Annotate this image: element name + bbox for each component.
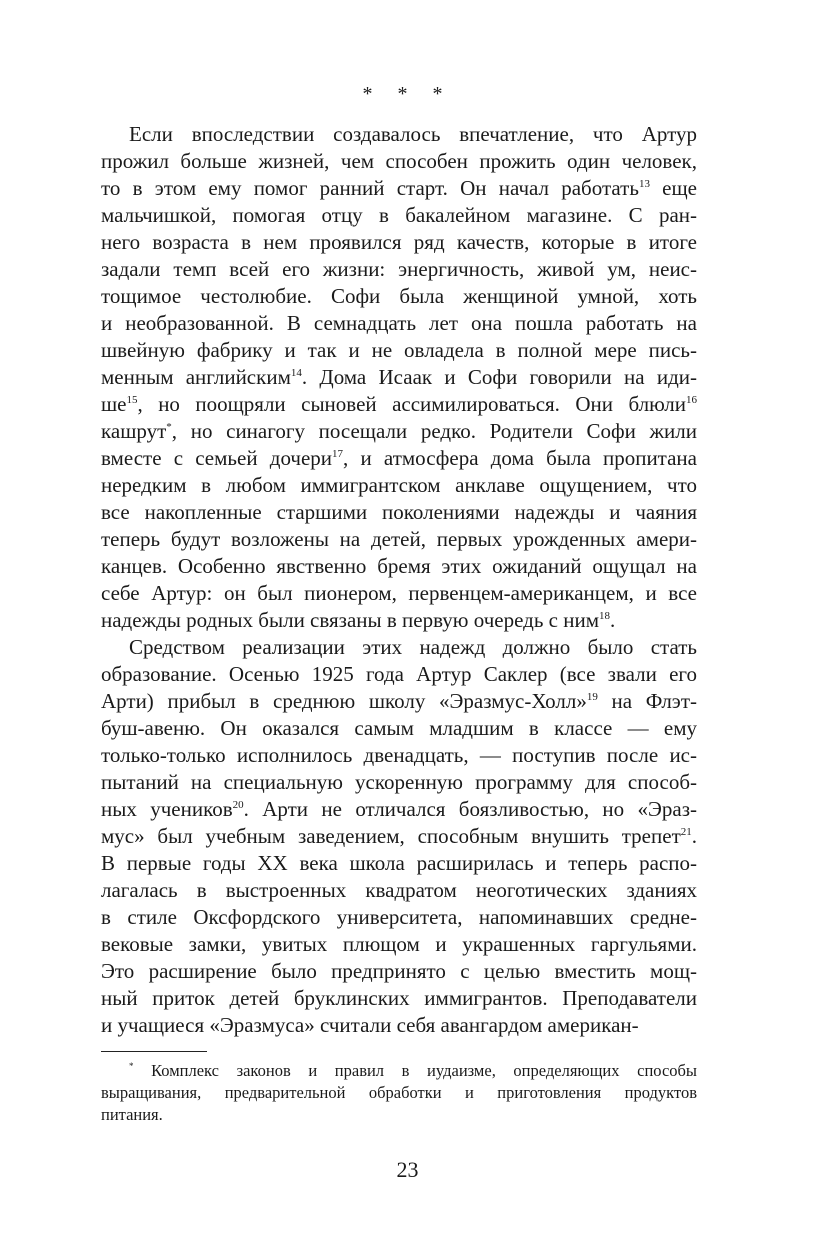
text-line — [101, 229, 697, 256]
text-line — [101, 715, 697, 742]
text-line — [101, 580, 697, 607]
text-line — [101, 121, 697, 148]
text-segment: , но синагогу посещали редко. Родители Софи жили — [171, 419, 697, 443]
text-line — [101, 283, 697, 310]
text-segment: мальчишкой, помогая отцу в бакалейном магазине. С ран- — [101, 203, 697, 227]
section-separator: * * * — [362, 83, 453, 105]
footnote-rule — [101, 1051, 207, 1052]
text-segment: . — [609, 608, 616, 632]
text-segment: . Арти не отличался боязливостью, но «Эраз- — [243, 797, 697, 821]
text-segment: буш-авеню. Он оказался самым младшим в классе — ему — [101, 716, 697, 740]
text-segment: Если впоследствии создавалось впечатление, что Артур — [129, 122, 697, 146]
text-line — [101, 310, 697, 337]
text-line — [101, 661, 697, 688]
text-line — [101, 337, 697, 364]
text-line — [101, 634, 697, 661]
footnote-reference: 13 — [638, 178, 650, 190]
text-segment: лагалась в выстроенных квадратом неоготических зданиях — [101, 878, 697, 902]
body-text — [101, 121, 697, 1039]
text-segment: только-только исполнилось двенадцать, — поступив после ис- — [101, 743, 697, 767]
footnote-reference: * — [166, 421, 172, 433]
text-line — [101, 526, 697, 553]
text-segment: В первые годы XX века школа расширилась и теперь распо- — [101, 851, 697, 875]
text-line — [101, 607, 697, 634]
text-line — [101, 472, 697, 499]
text-segment: вместе с семьей дочери — [101, 446, 333, 470]
text-segment: мус» был учебным заведением, способным внушить трепет — [101, 824, 681, 848]
text-line — [101, 553, 697, 580]
text-segment: ных учеников — [101, 797, 233, 821]
text-segment: Средством реализации этих надежд должно было стать — [129, 635, 697, 659]
footnote-reference: 20 — [232, 799, 244, 811]
text-segment: пытаний на специальную ускоренную программу для способ- — [101, 770, 697, 794]
text-segment: еще — [649, 176, 697, 200]
text-line — [101, 175, 697, 202]
text-line — [101, 148, 697, 175]
text-segment: Это расширение было предпринято с целью вместить мощ- — [101, 959, 697, 983]
text-segment: себе Артур: он был пионером, первенцем-американцем, и все — [101, 581, 697, 605]
text-segment: на Флэт- — [597, 689, 697, 713]
text-segment: в стиле Оксфордского университета, напоминавших средне- — [101, 905, 697, 929]
footnote-reference: 18 — [598, 610, 610, 622]
text-line — [101, 877, 697, 904]
text-line — [101, 742, 697, 769]
text-segment: швейную фабрику и так и не овладела в полной мере пись- — [101, 338, 697, 362]
text-line — [101, 958, 697, 985]
footnote-marker: * — [129, 1061, 134, 1071]
text-segment: канцев. Особенно явственно бремя этих ожиданий ощущал на — [101, 554, 697, 578]
text-segment: . — [691, 824, 697, 848]
text-line — [101, 391, 697, 418]
text-segment: нередким в любом иммигрантском анклаве ощущением, что — [101, 473, 697, 497]
text-segment: ше — [101, 392, 127, 416]
text-segment: то в этом ему помог ранний старт. Он начал работать — [101, 176, 639, 200]
text-line — [101, 769, 697, 796]
text-line — [101, 445, 697, 472]
footnote — [101, 1060, 697, 1126]
text-segment: , но поощряли сыновей ассимилироваться. Они блюли — [137, 392, 686, 416]
text-segment: теперь будут возложены на детей, первых урожденных амери- — [101, 527, 697, 551]
text-segment: и необразованной. В семнадцать лет она пошла работать на — [101, 311, 697, 335]
text-line — [101, 904, 697, 931]
text-line — [101, 688, 697, 715]
text-segment: все накопленные старшими поколениями надежды и чаяния — [101, 500, 697, 524]
text-segment: кашрут — [101, 419, 167, 443]
footnote-line: выращивания, предварительной обработки и приготовления продуктов — [101, 1083, 697, 1102]
text-line — [101, 985, 697, 1012]
text-segment: задали темп всей его жизни: энергичность, живой ум, неис- — [101, 257, 697, 281]
text-segment: и учащиеся «Эразмуса» считали себя авангардом американ- — [101, 1013, 639, 1037]
text-line — [101, 796, 697, 823]
text-segment: тощимое честолюбие. Софи была женщиной умной, хоть — [101, 284, 697, 308]
text-segment: ный приток детей бруклинских иммигрантов. Преподаватели — [101, 986, 697, 1010]
text-line — [101, 931, 697, 958]
text-line — [101, 364, 697, 391]
text-line — [101, 418, 697, 445]
text-line — [101, 256, 697, 283]
text-segment: , и атмосфера дома была пропитана — [343, 446, 697, 470]
text-segment: . Дома Исаак и Софи говорили на иди- — [301, 365, 697, 389]
footnote-reference: 17 — [332, 448, 344, 460]
text-segment: него возраста в нем проявился ряд качеств, которые в итоге — [101, 230, 697, 254]
text-line — [101, 1012, 697, 1039]
text-segment: менным английским — [101, 365, 291, 389]
text-line — [101, 823, 697, 850]
text-line — [101, 850, 697, 877]
footnote-reference: 14 — [290, 367, 302, 379]
footnote-reference: 21 — [680, 826, 692, 838]
footnote-reference: 19 — [586, 691, 598, 703]
footnote-reference: 15 — [126, 394, 138, 406]
text-segment: надежды родных были связаны в первую очередь с ним — [101, 608, 599, 632]
page-number: 23 — [396, 1157, 419, 1182]
text-segment: прожил больше жизней, чем способен прожить один человек, — [101, 149, 697, 173]
text-segment: вековые замки, увитых плющом и украшенных гаргульями. — [101, 932, 697, 956]
footnote-line: питания. — [101, 1105, 163, 1124]
footnote-line — [101, 1060, 697, 1082]
footnote-text: Комплекс законов и правил в иудаизме, определяющих способы — [151, 1061, 697, 1080]
text-segment: Арти) прибыл в среднюю школу «Эразмус-Холл» — [101, 689, 587, 713]
text-segment: образование. Осенью 1925 года Артур Саклер (все звали его — [101, 662, 697, 686]
text-line — [101, 202, 697, 229]
footnote-reference: 16 — [686, 394, 697, 406]
text-line — [101, 499, 697, 526]
